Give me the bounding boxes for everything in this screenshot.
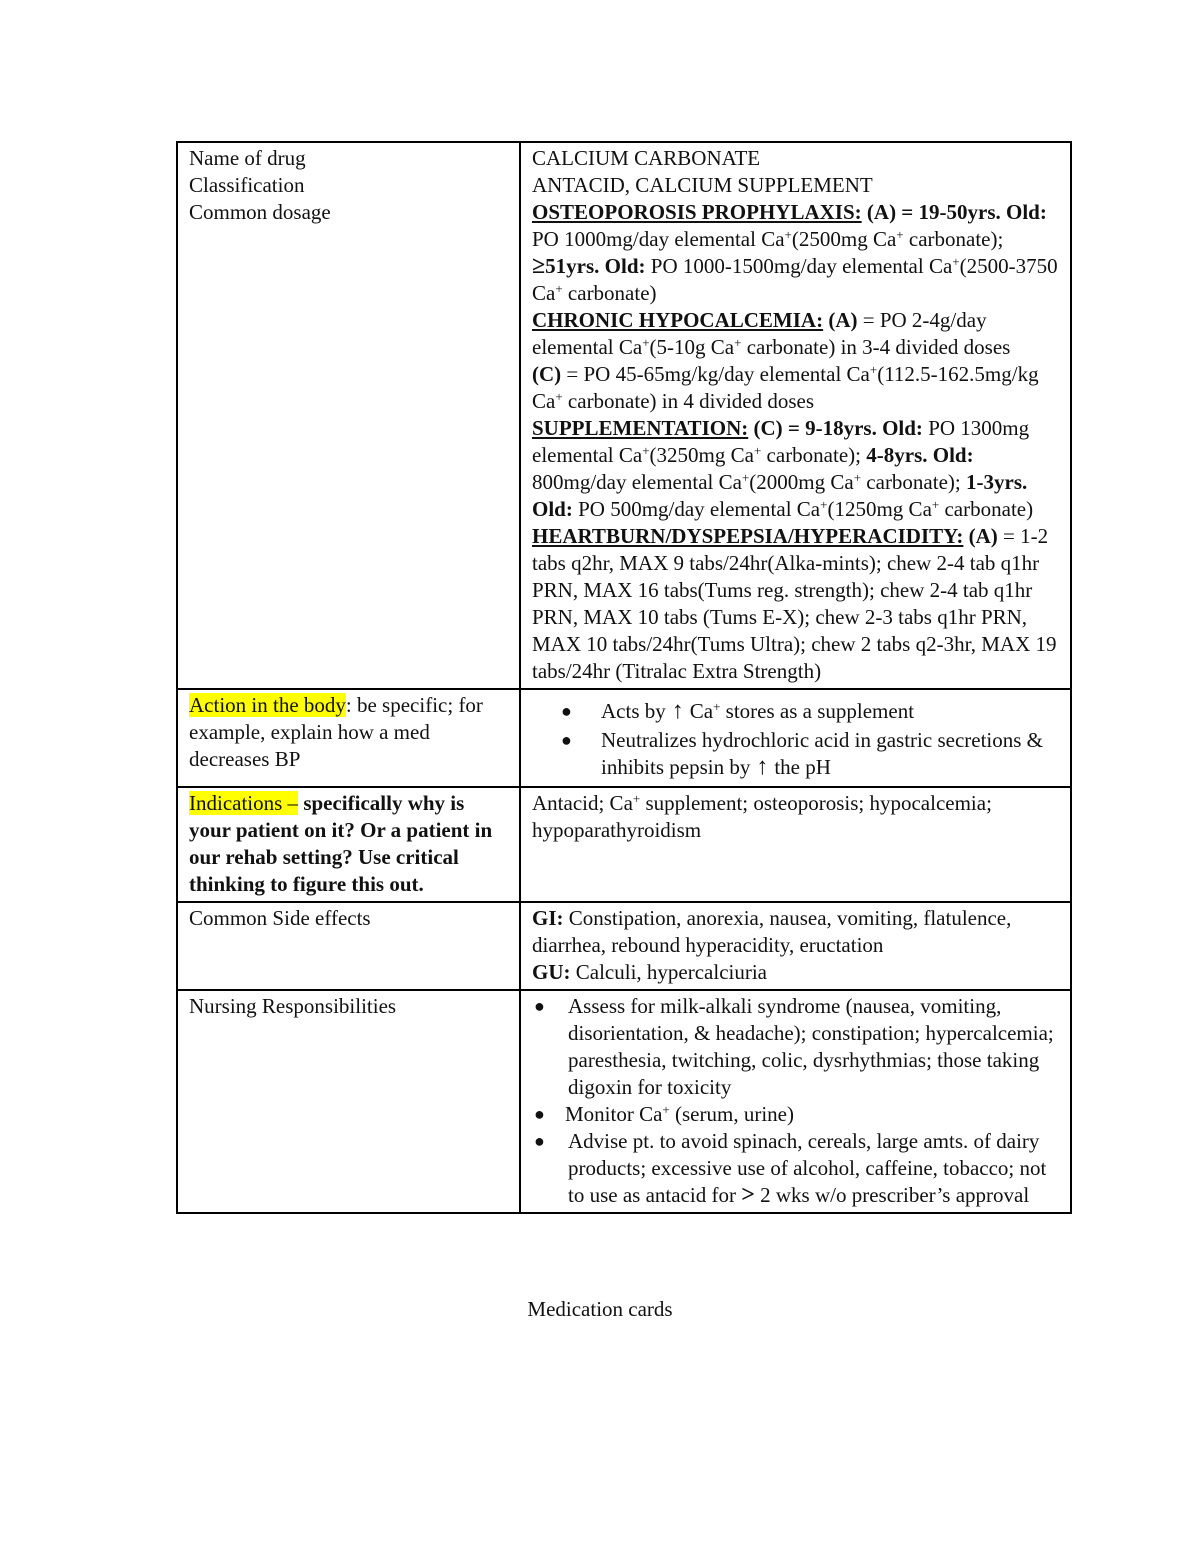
superscript-plus: + (869, 362, 878, 377)
supp-end-1-3: carbonate) (939, 497, 1034, 521)
supp-carbonate-4-8: (2000mg Ca (749, 470, 854, 494)
hypo-adult-dose: = PO 2-4g/day elemental Ca (532, 308, 987, 359)
osteo-adult-dose-end: carbonate); (903, 227, 1004, 251)
indications-label-cell (177, 787, 520, 902)
action-highlight-label: Action in the body (189, 693, 346, 717)
indications-text-rest: supplement; osteoporosis; hypocalcemia; hypoparathyroidism (532, 791, 992, 842)
medication-card-table (176, 141, 1072, 1214)
nursing-item3-text: Advise pt. to avoid spinach, cereals, large amts. of dairy products; excessive use of alcohol, caffeine, tobacco; not to use as antacid for (568, 1129, 1047, 1207)
common-dosage-label: Common dosage (189, 200, 331, 224)
indications-content-cell (520, 787, 1071, 902)
drug-info-labels (177, 142, 520, 689)
page-caption: Medication cards (527, 1297, 673, 1321)
nursing-row (177, 990, 1071, 1213)
side-effects-row (177, 902, 1071, 990)
gu-label: GU: (532, 960, 571, 984)
superscript-plus: + (632, 791, 641, 806)
greater-than-symbol: > (741, 1182, 755, 1208)
osteo-adult-range: (A) = 19-50yrs. Old: (861, 200, 1047, 224)
heartburn-dose-text: = 1-2 tabs q2hr, MAX 9 tabs/24hr(Alka-mints); chew 2-4 tab q1hr PRN, MAX 16 tabs(Tums reg. strength); chew 2-4 tab q1hr PRN, MAX 10 tabs (Tums E-X); chew 2-3 tabs q1hr PRN, MAX 10 tabs/24hr(Tums Ultra); chew 2 tabs q2-3hr, MAX 19 tabs/24hr (Titralac Extra Strength) (532, 524, 1057, 683)
action-label-rest: : be specific; for example, explain how a med decreases BP (189, 693, 483, 771)
drug-info-row (177, 142, 1071, 689)
superscript-plus: + (853, 470, 862, 485)
bullet-icon: ● (534, 1104, 545, 1124)
side-effects-gu (532, 959, 1060, 986)
supp-dose-9-18: PO 1300mg elemental Ca (532, 416, 1030, 467)
supp-end-4-8: carbonate); (861, 470, 966, 494)
superscript-plus: + (784, 227, 792, 242)
superscript-plus: + (896, 227, 904, 242)
osteo-older-range: 51yrs. Old: (545, 254, 646, 278)
drug-info-values (520, 142, 1071, 689)
osteo-heading: OSTEOPOROSIS PROPHYLAXIS: (532, 200, 862, 224)
heartburn-heading: HEARTBURN/DYSPEPSIA/HYPERACIDITY: (532, 524, 964, 548)
greater-equal-symbol: ≥ (532, 253, 546, 279)
osteo-older-dose-carbonate: (2500-3750 Ca (532, 254, 1058, 305)
nursing-label-cell (177, 990, 520, 1213)
side-effects-content-cell (520, 902, 1071, 990)
nursing-item1-text: Assess for milk-alkali syndrome (nausea, vomiting, disorientation, & headache); constipation; hypercalcemia; paresthesia, twitching, colic, dysrhythmias; those taking digoxin for toxicity (568, 994, 1054, 1099)
action-row (177, 689, 1071, 787)
action-item2-end: the pH (774, 755, 831, 779)
bullet-icon: ● (561, 730, 572, 750)
action-item1-ca: Ca (689, 699, 714, 723)
action-item2-text: Neutralizes hydrochloric acid in gastric secretions & inhibits pepsin by (601, 728, 1044, 779)
drug-classification: ANTACID, CALCIUM SUPPLEMENT (532, 173, 873, 197)
action-content-cell (520, 689, 1071, 787)
hypo-adult-dose-carbonate: (5-10g Ca (649, 335, 735, 359)
side-effects-gi (532, 905, 1060, 959)
indications-text: Antacid; Ca (532, 791, 633, 815)
hypo-child-label: (C) (532, 362, 562, 386)
dosage-osteoporosis (532, 199, 1060, 307)
supp-end-9-18: carbonate); (761, 443, 867, 467)
superscript-plus: + (713, 699, 721, 714)
indications-label-rest: specifically why is your patient on it? Or a patient in our rehab setting? Use critical thinking to figure this out. (189, 791, 493, 896)
superscript-plus: + (662, 1102, 670, 1117)
nursing-list (532, 993, 1060, 1209)
hypo-child-dose-carbonate: (112.5-162.5mg/kg Ca (532, 362, 1039, 413)
drug-name: CALCIUM CARBONATE (532, 146, 761, 170)
supp-age-9-18: (C) = 9-18yrs. Old: (748, 416, 923, 440)
supp-heading: SUPPLEMENTATION: (532, 416, 749, 440)
indications-highlight-label: Indications – (189, 791, 299, 815)
bullet-icon: ● (534, 1131, 545, 1151)
superscript-plus: + (555, 281, 563, 296)
osteo-adult-dose: PO 1000mg/day elemental Ca (532, 227, 785, 251)
superscript-plus: + (753, 443, 762, 458)
list-item (532, 725, 1060, 783)
superscript-plus: + (734, 335, 742, 350)
nursing-item3-end: 2 wks w/o prescriber’s approval (754, 1183, 1030, 1207)
gu-text: Calculi, hypercalciuria (570, 960, 767, 984)
side-effects-label-cell (177, 902, 520, 990)
nursing-item2-text: Monitor Ca (565, 1102, 663, 1126)
supp-dose-4-8: 800mg/day elemental Ca (532, 470, 742, 494)
dosage-supplementation (532, 415, 1060, 523)
hypo-adult-dose-end: carbonate) in 3-4 divided doses (741, 335, 1011, 359)
name-of-drug-label: Name of drug (189, 146, 306, 170)
osteo-adult-dose-carbonate: (2500mg Ca (791, 227, 897, 251)
superscript-plus: + (741, 470, 750, 485)
classification-label: Classification (189, 173, 305, 197)
superscript-plus: + (820, 497, 828, 512)
hypo-child-dose: = PO 45-65mg/kg/day elemental Ca (561, 362, 870, 386)
superscript-plus: + (931, 497, 940, 512)
hypo-child-dose-end: carbonate) in 4 divided doses (562, 389, 815, 413)
up-arrow-icon: ↑ (671, 698, 684, 724)
osteo-older-dose-end: carbonate) (562, 281, 657, 305)
hypo-heading: CHRONIC HYPOCALCEMIA: (532, 308, 824, 332)
nursing-content-cell (520, 990, 1071, 1213)
list-item (532, 1101, 1060, 1128)
supp-dose-1-3: PO 500mg/day elemental Ca (572, 497, 821, 521)
up-arrow-icon: ↑ (756, 754, 769, 780)
superscript-plus: + (642, 443, 650, 458)
list-item (532, 993, 1060, 1101)
dosage-heartburn (532, 523, 1060, 685)
nursing-item2-end: (serum, urine) (669, 1102, 794, 1126)
supp-carbonate-9-18: (3250mg Ca (649, 443, 754, 467)
list-item (532, 692, 1060, 725)
hypo-adult-label: (A) (823, 308, 858, 332)
superscript-plus: + (555, 389, 563, 404)
indications-row (177, 787, 1071, 902)
gi-text: Constipation, anorexia, nausea, vomiting, flatulence, diarrhea, rebound hyperacidity, eructation (532, 906, 1012, 957)
gi-label: GI: (532, 906, 564, 930)
supp-age-1-3: 1-3yrs. Old: (532, 470, 1028, 521)
supp-age-4-8: 4-8yrs. Old: (866, 443, 974, 467)
action-item1-end: stores as a supplement (720, 699, 915, 723)
nursing-label: Nursing Responsibilities (189, 994, 397, 1018)
action-list (532, 692, 1060, 783)
bullet-icon: ● (561, 701, 572, 721)
list-item (532, 1128, 1060, 1209)
side-effects-label: Common Side effects (189, 906, 371, 930)
osteo-older-dose: PO 1000-1500mg/day elemental Ca (645, 254, 953, 278)
heartburn-adult-label: (A) (963, 524, 998, 548)
dosage-hypocalcemia (532, 307, 1060, 415)
action-item1-text: Acts by (601, 699, 666, 723)
supp-carbonate-1-3: (1250mg Ca (827, 497, 932, 521)
superscript-plus: + (952, 254, 960, 269)
action-label-cell (177, 689, 520, 787)
bullet-icon: ● (534, 996, 545, 1016)
superscript-plus: + (642, 335, 650, 350)
